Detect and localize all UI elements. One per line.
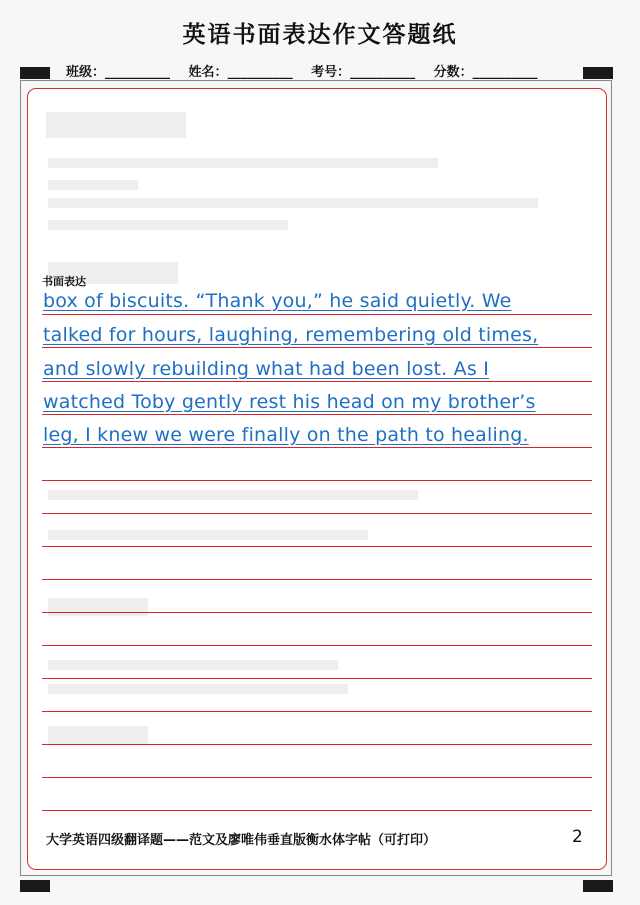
ruled-line	[42, 645, 592, 646]
ruled-line	[42, 711, 592, 712]
exam-number-label: 考号：	[311, 65, 351, 80]
faint-bleedthrough	[48, 660, 338, 670]
page-number: 2	[572, 827, 583, 847]
ruled-line	[42, 777, 592, 778]
student-info-row	[66, 61, 586, 80]
score-label: 分数：	[433, 65, 473, 80]
ruled-line	[42, 810, 592, 811]
section-label: 书面表达	[42, 275, 86, 288]
faint-bleedthrough	[48, 180, 138, 190]
exam-number-blank[interactable]: __________	[350, 65, 416, 80]
faint-bleedthrough	[48, 726, 148, 744]
handwriting-line: watched Toby gently rest his head on my brother’s	[43, 391, 536, 413]
faint-bleedthrough	[48, 530, 368, 540]
ruled-line	[42, 744, 592, 745]
ruled-line	[42, 314, 592, 315]
registration-mark-bottom-left	[20, 880, 50, 892]
handwriting-line: and slowly rebuilding what had been lost. As I	[43, 358, 490, 380]
ruled-line	[42, 480, 592, 481]
faint-bleedthrough	[48, 220, 288, 230]
handwriting-line: talked for hours, laughing, remembering old times,	[43, 324, 539, 346]
ruled-line	[42, 347, 592, 348]
ruled-line	[42, 513, 592, 514]
registration-mark-bottom-right	[583, 880, 613, 892]
ruled-line	[42, 447, 592, 448]
faint-bleedthrough	[48, 198, 538, 208]
ruled-line	[42, 546, 592, 547]
name-field[interactable]	[189, 61, 293, 80]
faint-bleedthrough	[46, 112, 186, 138]
handwriting-line: box of biscuits. “Thank you,” he said quietly. We	[43, 290, 512, 312]
registration-mark-top-right	[583, 67, 613, 79]
faint-bleedthrough	[48, 598, 148, 616]
score-blank[interactable]: __________	[472, 65, 538, 80]
name-blank[interactable]: __________	[227, 65, 293, 80]
page-title: 英语书面表达作文答题纸	[182, 22, 458, 48]
faint-bleedthrough	[48, 158, 438, 168]
score-field[interactable]	[434, 61, 538, 80]
faint-bleedthrough	[48, 490, 418, 500]
faint-bleedthrough	[48, 684, 348, 694]
ruled-line	[42, 414, 592, 415]
ruled-line	[42, 612, 592, 613]
exam-number-field[interactable]	[311, 61, 415, 80]
footer-caption: 大学英语四级翻译题——范文及廖唯伟垂直版衡水体字帖（可打印）	[46, 833, 437, 848]
ruled-line	[42, 678, 592, 679]
class-blank[interactable]: __________	[105, 65, 171, 80]
class-label: 班级：	[66, 65, 106, 80]
registration-mark-top-left	[20, 67, 50, 79]
handwriting-line: leg, I knew we were finally on the path to healing.	[43, 424, 529, 446]
class-field[interactable]	[66, 61, 170, 80]
name-label: 姓名：	[188, 65, 228, 80]
ruled-line	[42, 381, 592, 382]
ruled-line	[42, 579, 592, 580]
